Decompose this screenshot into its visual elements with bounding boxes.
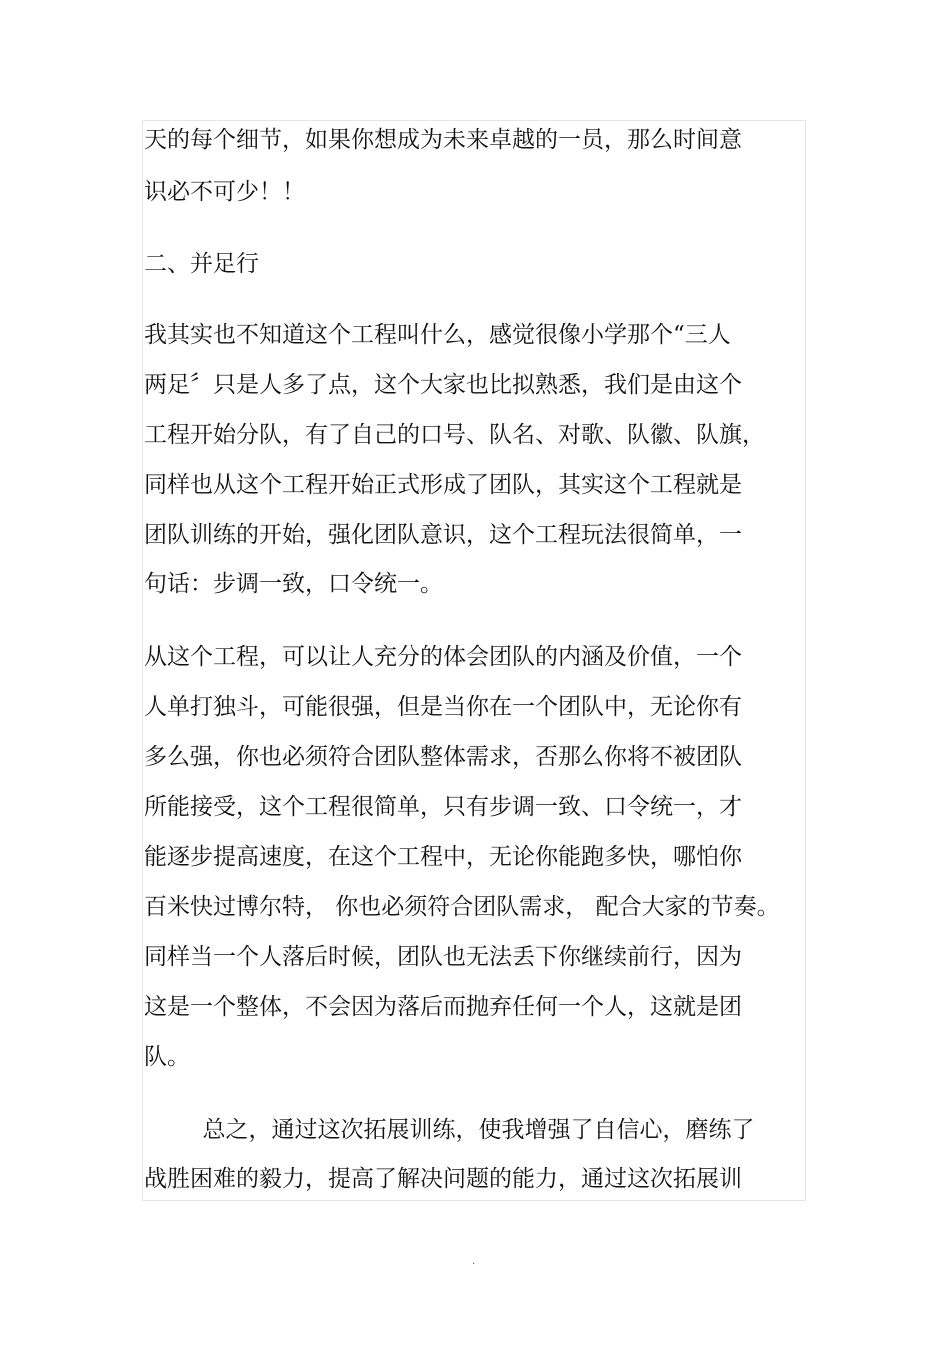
text-line: 所能接受，这个工程很简单，只有步调一致、口令统一，才 — [144, 794, 742, 820]
text-line: 我其实也不知道这个工程叫什么，感觉很像小学那个“三人 — [144, 322, 731, 348]
text-line: 人单打独斗，可能很强，但是当你在一个团队中，无论你有 — [144, 694, 742, 720]
text-line: 团队训练的开始，强化团队意识，这个工程玩法很简单，一 — [144, 522, 742, 548]
text-line: 总之，通过这次拓展训练，使我增强了自信心，磨练了 — [144, 1117, 755, 1143]
text-line: 工程开始分队，有了自己的口号、队名、对歌、队徽、队旗， — [144, 422, 765, 448]
text-line: 战胜困难的毅力，提高了解决问题的能力，通过这次拓展训 — [144, 1166, 742, 1192]
text-line: 从这个工程，可以让人充分的体会团队的内涵及价值，一个 — [144, 644, 742, 670]
text-line: 能逐步提高速度，在这个工程中，无论你能跑多快，哪怕你 — [144, 844, 742, 870]
footer-mark: . — [472, 1256, 476, 1267]
text-line: 这是一个整体，不会因为落后而抛弃任何一个人，这就是团 — [144, 994, 742, 1020]
text-line: 同样当一个人落后时候，团队也无法丢下你继续前行，因为 — [144, 944, 742, 970]
text-line: 天的每个细节，如果你想成为未来卓越的一员，那么时间意 — [144, 127, 742, 153]
text-line: 多么强，你也必须符合团队整体需求，否那么你将不被团队 — [144, 744, 742, 770]
text-line: 队。 — [144, 1044, 190, 1070]
text-line: 百米快过博尔特， 你也必须符合团队需求， 配合大家的节奏。 — [144, 894, 780, 920]
text-line: 句话：步调一致，口令统一。 — [144, 571, 443, 597]
text-line: 同样也从这个工程开始正式形成了团队，其实这个工程就是 — [144, 472, 742, 498]
text-line: 两足〞只是人多了点，这个大家也比拟熟悉，我们是由这个 — [144, 372, 742, 398]
section-heading: 二、并足行 — [144, 251, 259, 277]
text-line: 识必不可少！！ — [144, 179, 305, 205]
